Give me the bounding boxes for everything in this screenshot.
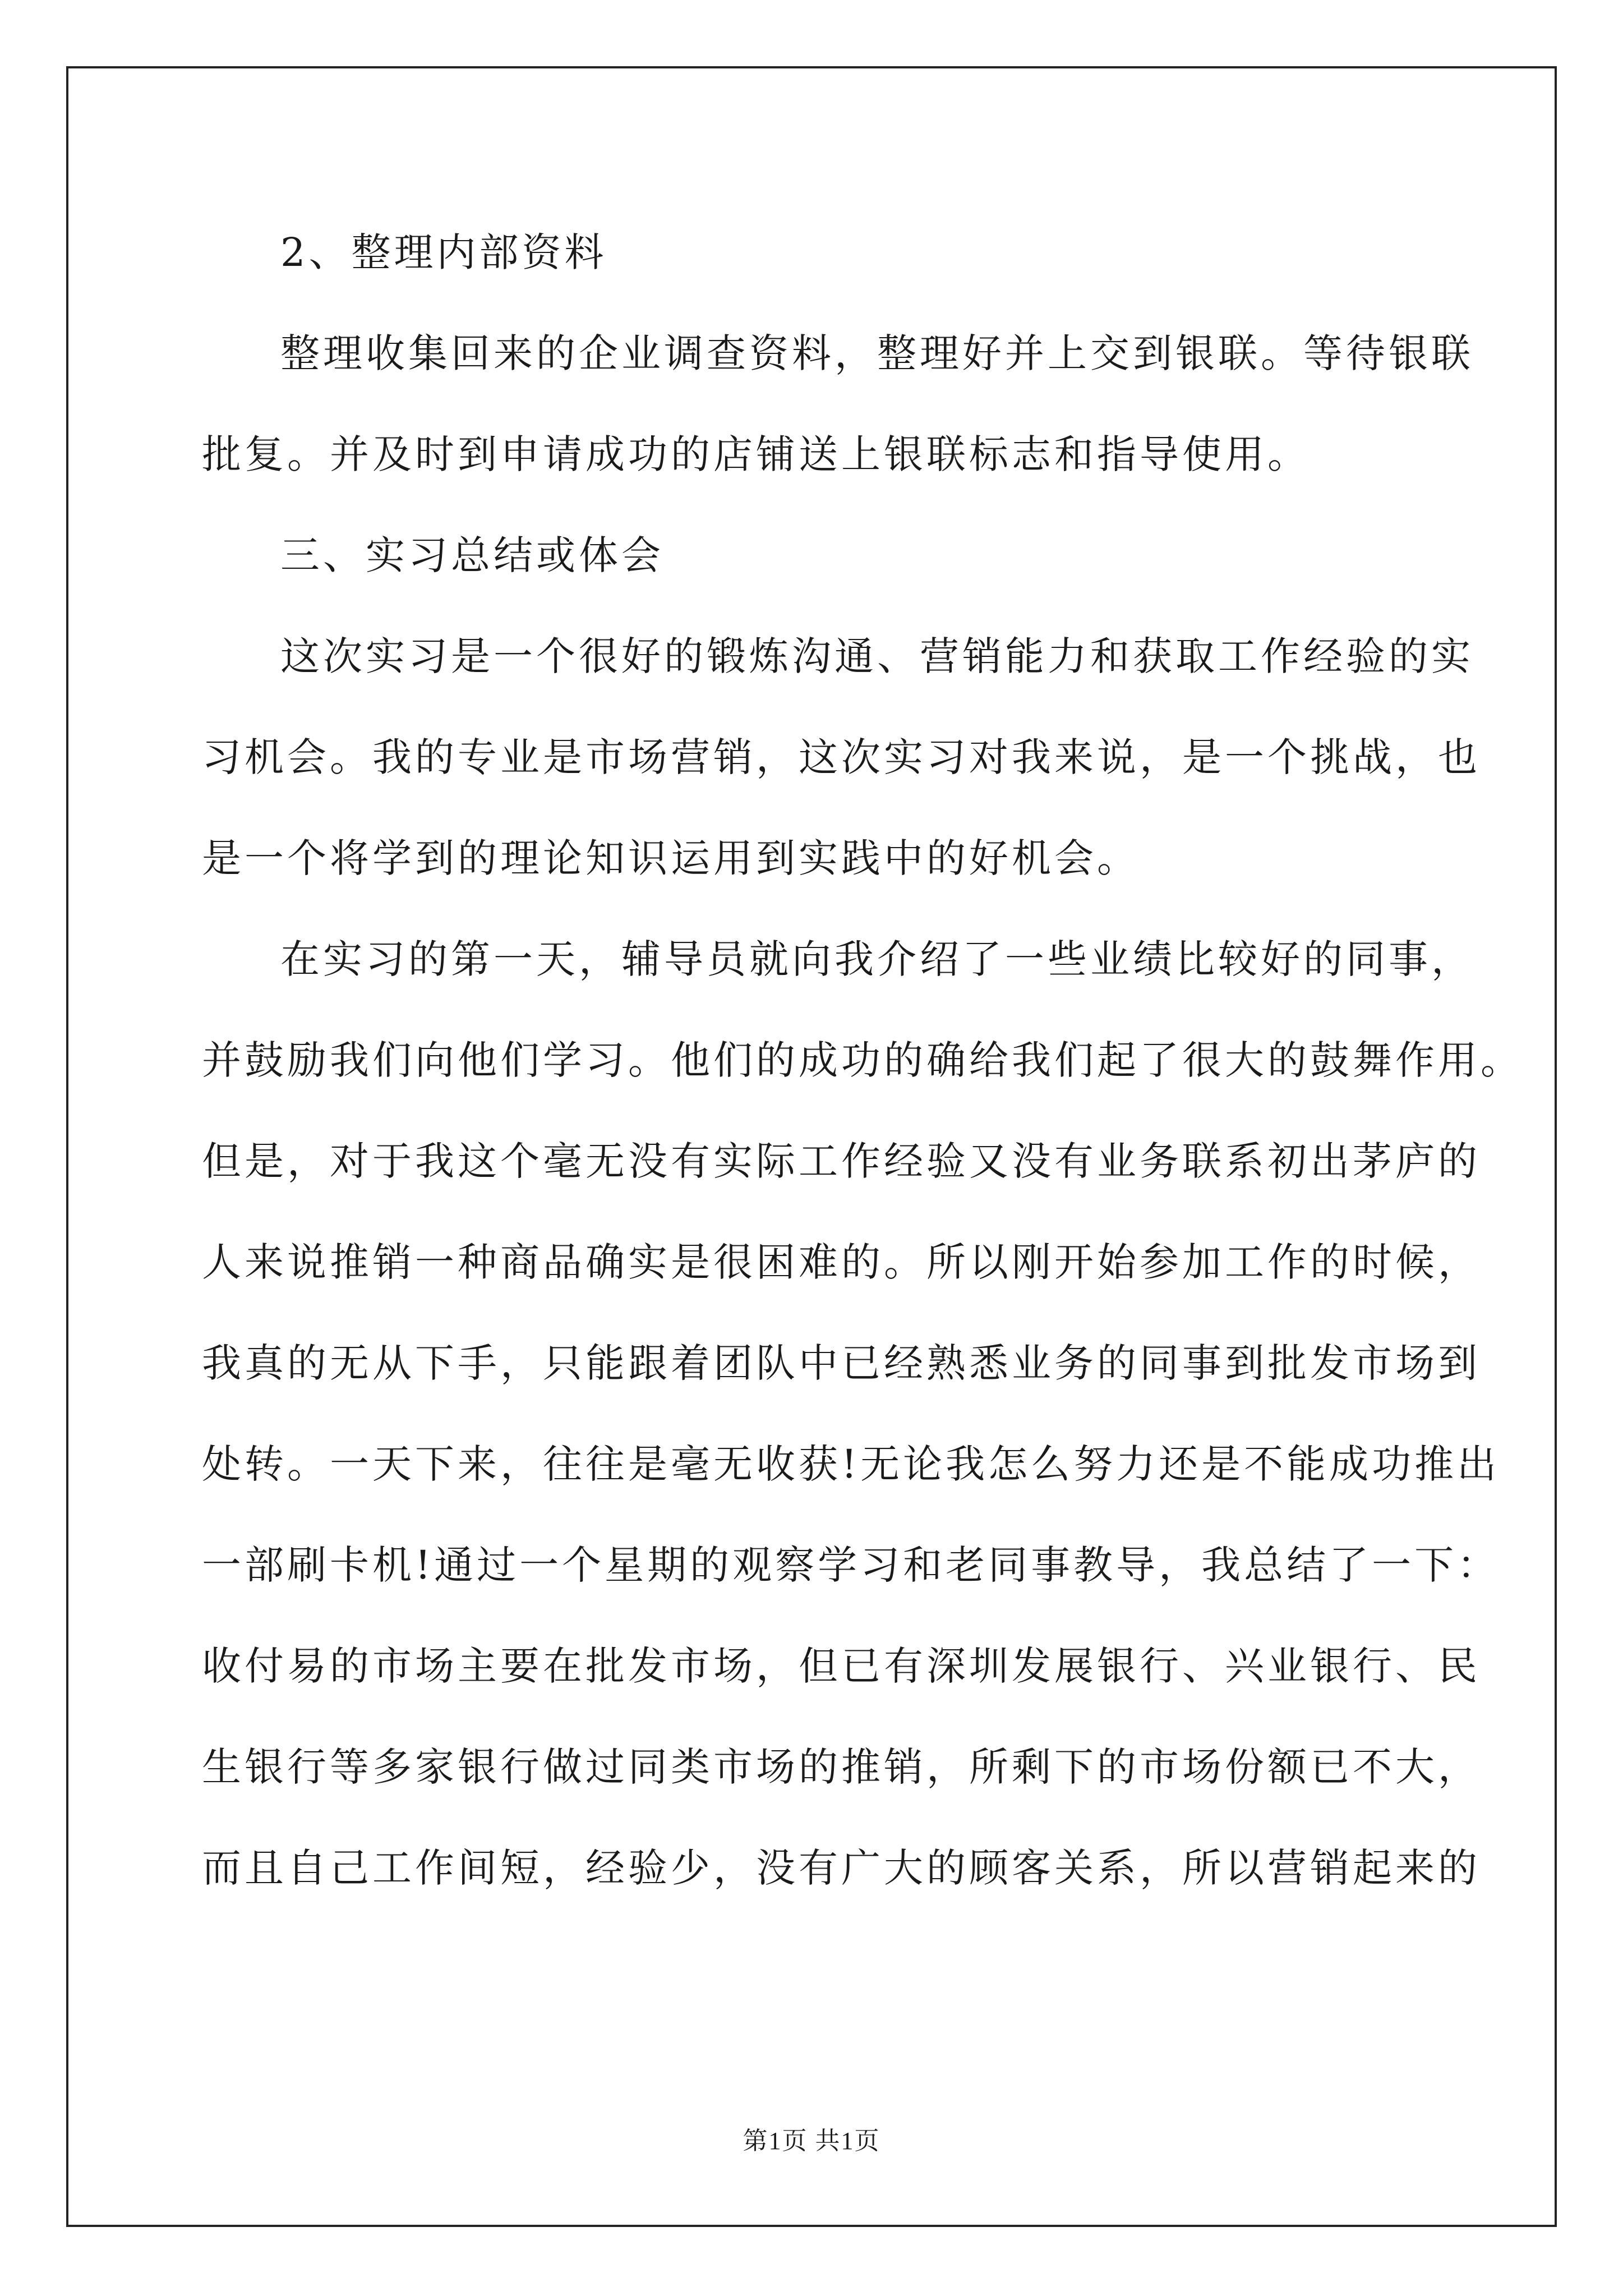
paragraph-line: 生银行等多家银行做过同类市场的推销，所剩下的市场份额已不大， [202, 1744, 1481, 1790]
paragraph-line: 但是，对于我这个毫无没有实际工作经验又没有业务联系初出茅庐的 [202, 1138, 1481, 1184]
heading-organize-materials: 2、整理内部资料 [280, 229, 607, 275]
paragraph-line: 人来说推销一种商品确实是很困难的。所以刚开始参加工作的时候， [202, 1239, 1481, 1285]
paragraph-line: 在实习的第一天，辅导员就向我介绍了一些业绩比较好的同事， [280, 936, 1474, 982]
paragraph-line: 一部刷卡机!通过一个星期的观察学习和老同事教导，我总结了一下： [202, 1542, 1500, 1588]
paragraph-line: 我真的无从下手，只能跟着团队中已经熟悉业务的同事到批发市场到 [202, 1340, 1481, 1386]
paragraph-line: 习机会。我的专业是市场营销，这次实习对我来说，是一个挑战，也 [202, 734, 1481, 780]
paragraph-line: 这次实习是一个很好的锻炼沟通、营销能力和获取工作经验的实 [280, 633, 1474, 679]
heading-internship-summary: 三、实习总结或体会 [280, 532, 664, 578]
paragraph-line: 批复。并及时到申请成功的店铺送上银联标志和指导使用。 [202, 431, 1310, 477]
paragraph-line: 并鼓励我们向他们学习。他们的成功的确给我们起了很大的鼓舞作用。 [202, 1037, 1523, 1083]
paragraph-line: 收付易的市场主要在批发市场，但已有深圳发展银行、兴业银行、民 [202, 1643, 1481, 1689]
paragraph-line: 整理收集回来的企业调查资料，整理好并上交到银联。等待银联 [280, 330, 1474, 376]
page-number-footer: 第1页 共1页 [743, 2127, 880, 2155]
paragraph-line: 而且自己工作间短，经验少，没有广大的顾客关系，所以营销起来的 [202, 1845, 1481, 1891]
paragraph-line: 是一个将学到的理论知识运用到实践中的好机会。 [202, 835, 1140, 881]
paragraph-line: 处转。一天下来，往往是毫无收获!无论我怎么努力还是不能成功推出 [202, 1441, 1500, 1487]
